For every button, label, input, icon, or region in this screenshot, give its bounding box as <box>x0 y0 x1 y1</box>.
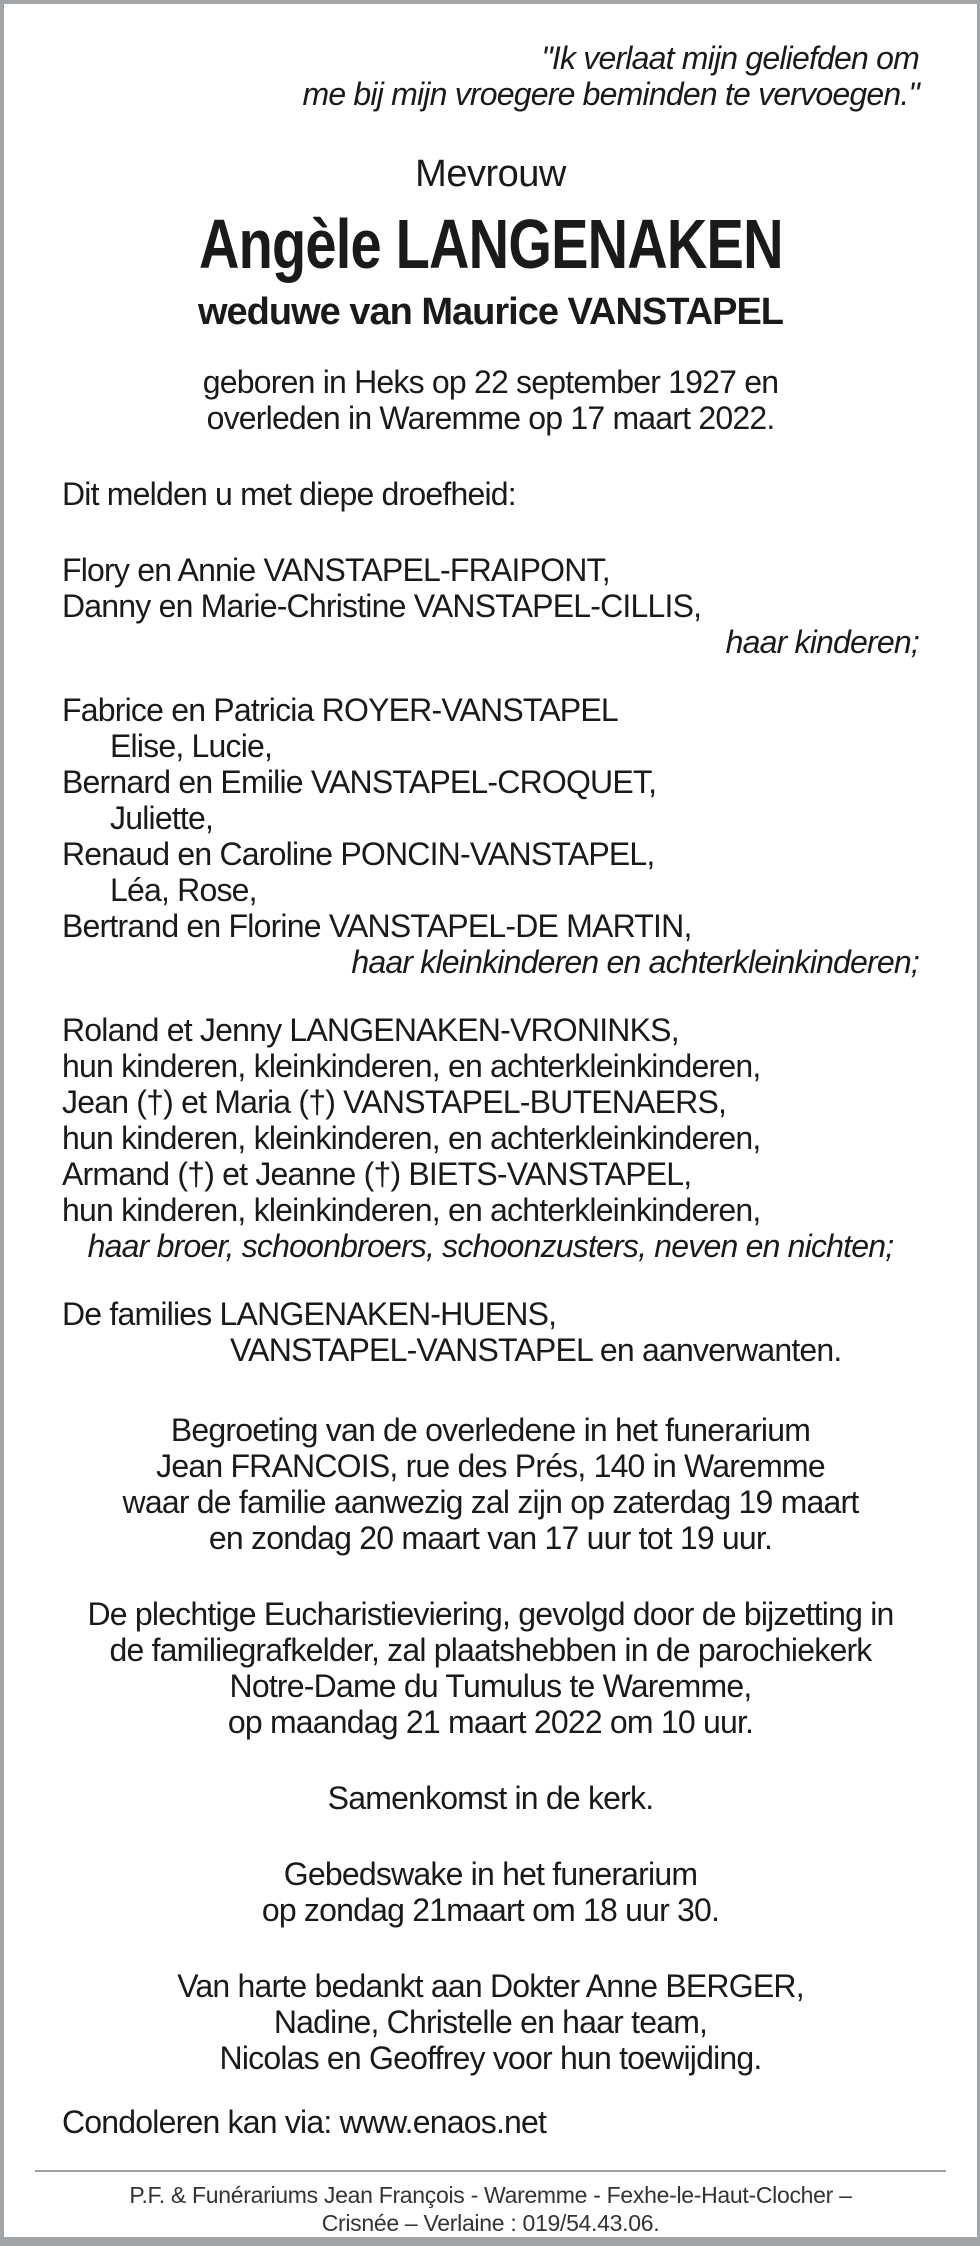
family-line: Fabrice en Patricia ROYER-VANSTAPEL <box>62 692 618 728</box>
family-line: Jean (†) et Maria (†) VANSTAPEL-BUTENAERS, <box>62 1084 727 1120</box>
gathering-line-block <box>62 1780 919 1816</box>
paragraph-line: Jean FRANCOIS, rue des Prés, 140 in Waremme <box>156 1448 825 1484</box>
footer-divider <box>35 2170 946 2172</box>
paragraph-line: Nadine, Christelle en haar team, <box>273 2004 708 2040</box>
family-line: De families LANGENAKEN-HUENS, <box>62 1296 557 1332</box>
obituary-content <box>4 4 977 2140</box>
family-line: Armand (†) et Jeanne (†) BIETS-VANSTAPEL, <box>62 1156 692 1192</box>
paragraph-line: De plechtige Eucharistieviering, gevolgd door de bijzetting in <box>87 1596 894 1632</box>
opening-quote <box>62 40 919 112</box>
paragraph-line: Nicolas en Geoffrey voor hun toewijding. <box>219 2040 762 2076</box>
quote-line: "Ik verlaat mijn geliefden om <box>541 40 919 76</box>
siblings-block <box>62 1012 919 1264</box>
paragraph-line: en zondag 20 maart van 17 uur tot 19 uur. <box>208 1520 773 1556</box>
wake-paragraph <box>62 1856 919 1928</box>
funeral-paragraph <box>62 1596 919 1740</box>
deceased-name <box>62 204 919 284</box>
families-block <box>62 1296 919 1368</box>
announcement-line: Dit melden u met diepe droefheid: <box>62 476 516 512</box>
paragraph-line: Begroeting van de overledene in het funerarium <box>170 1412 811 1448</box>
paragraph-line: waar de familie aanwezig zal zijn op zaterdag 19 maart <box>122 1484 859 1520</box>
grandchildren-block <box>62 692 919 980</box>
death-line: overleden in Waremme op 17 maart 2022. <box>206 400 775 436</box>
paragraph-line: Notre-Dame du Tumulus te Waremme, <box>229 1668 752 1704</box>
funeral-home-footer <box>4 2181 977 2237</box>
children-block <box>62 552 919 660</box>
family-line: Renaud en Caroline PONCIN-VANSTAPEL, <box>62 836 655 872</box>
gathering-line: Samenkomst in de kerk. <box>327 1780 654 1816</box>
family-line: hun kinderen, kleinkinderen, en achterkleinkinderen, <box>62 1120 761 1156</box>
family-line: Juliette, <box>110 800 214 836</box>
family-line: VANSTAPEL-VANSTAPEL en aanverwanten. <box>230 1332 842 1368</box>
paragraph-line: Gebedswake in het funerarium <box>283 1856 698 1892</box>
family-line: hun kinderen, kleinkinderen, en achterkleinkinderen, <box>62 1192 761 1228</box>
family-line: hun kinderen, kleinkinderen, en achterkleinkinderen, <box>62 1048 761 1084</box>
family-line: Roland et Jenny LANGENAKEN-VRONINKS, <box>62 1012 679 1048</box>
salutation: Mevrouw <box>415 153 566 195</box>
relation-label: haar kleinkinderen en achterkleinkinderen; <box>351 944 919 980</box>
widow-line: weduwe van Maurice VANSTAPEL <box>197 291 784 333</box>
family-line: Léa, Rose, <box>110 872 257 908</box>
paragraph-line: op maandag 21 maart 2022 om 10 uur. <box>227 1704 754 1740</box>
family-line: Bernard en Emilie VANSTAPEL-CROQUET, <box>62 764 657 800</box>
condolence-line: Condoleren kan via: www.enaos.net <box>62 2104 547 2140</box>
deceased-name-text: Angèle LANGENAKEN <box>198 205 783 283</box>
paragraph-line: de familiegrafkelder, zal plaatshebben in de parochiekerk <box>109 1632 872 1668</box>
family-line: Flory en Annie VANSTAPEL-FRAIPONT, <box>62 552 610 588</box>
family-line: Bertrand en Florine VANSTAPEL-DE MARTIN, <box>62 908 692 944</box>
paragraph-line: Van harte bedankt aan Dokter Anne BERGER, <box>177 1968 804 2004</box>
funeral-home-line: P.F. & Funérariums Jean François - Waremme - Fexhe-le-Haut-Clocher – <box>129 2182 852 2208</box>
quote-line: me bij mijn vroegere beminden te vervoegen." <box>302 76 919 112</box>
family-line: Danny en Marie-Christine VANSTAPEL-CILLIS, <box>62 588 702 624</box>
funeral-home-line: Crisnée – Verlaine : 019/54.43.06. <box>321 2210 660 2236</box>
visitation-paragraph <box>62 1412 919 1556</box>
paragraph-line: op zondag 21maart om 18 uur 30. <box>261 1892 720 1928</box>
relation-label: haar kinderen; <box>725 624 919 660</box>
family-line: Elise, Lucie, <box>110 728 273 764</box>
birth-death-block <box>62 364 919 436</box>
relation-label: haar broer, schoonbroers, schoonzusters, neven en nichten; <box>87 1228 894 1264</box>
thanks-paragraph <box>62 1968 919 2076</box>
birth-line: geboren in Heks op 22 september 1927 en <box>202 364 779 400</box>
